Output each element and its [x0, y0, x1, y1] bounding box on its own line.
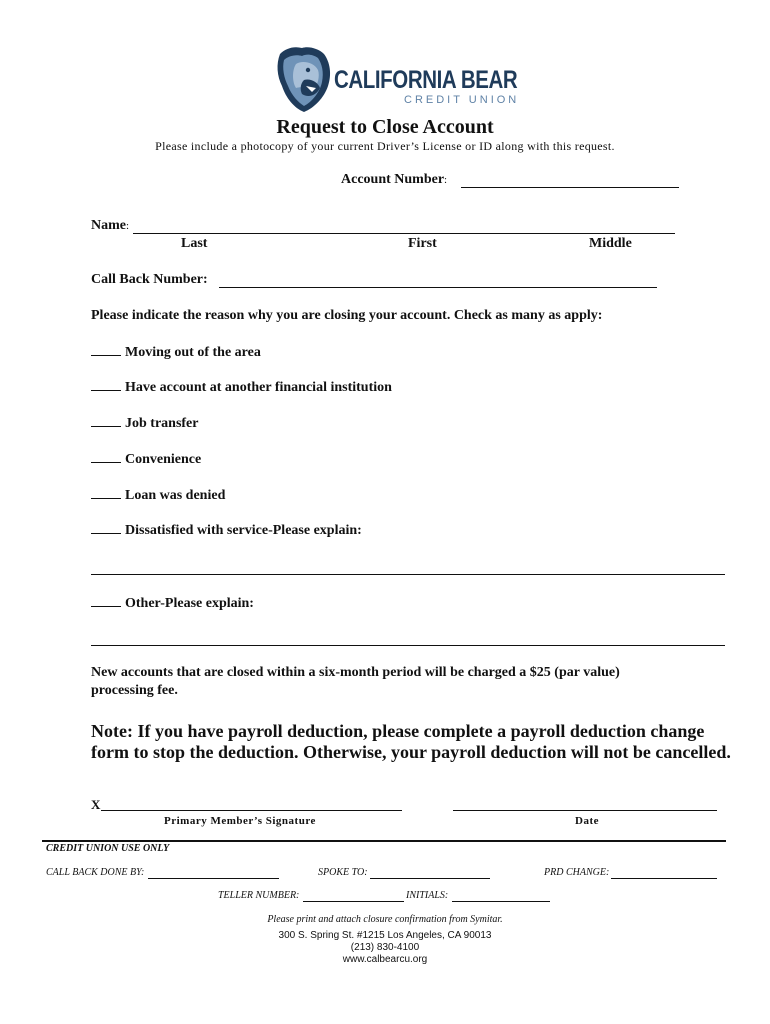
fee-note-line1: New accounts that are closed within a six-month period will be charged a $25 (par value) — [91, 665, 620, 680]
footer-address: 300 S. Spring St. #1215 Los Angeles, CA 90013 — [278, 930, 492, 941]
initials-line[interactable] — [452, 901, 550, 902]
checkbox-blank[interactable] — [91, 343, 121, 356]
closure-note: Please print and attach closure confirmation from Symitar. — [267, 914, 503, 925]
signature-x: X — [91, 797, 101, 812]
reason-job-transfer[interactable]: Job transfer — [91, 414, 199, 432]
call-back-label: Call Back Number: — [91, 272, 208, 287]
account-number-line[interactable] — [461, 187, 679, 188]
reason-convenience[interactable]: Convenience — [91, 450, 201, 468]
instruction-text: Please include a photocopy of your current Driver’s License or ID along with this request. — [155, 139, 615, 153]
other-explain-line[interactable] — [91, 645, 725, 646]
checkbox-blank[interactable] — [91, 486, 121, 499]
reason-loan-denied[interactable]: Loan was denied — [91, 486, 225, 504]
reason-prompt: Please indicate the reason why you are closing your account. Check as many as apply: — [91, 308, 603, 323]
spoke-to-line[interactable] — [370, 878, 490, 879]
account-number-label: Account Number — [341, 172, 445, 187]
call-back-done-label: CALL BACK DONE BY: — [46, 867, 145, 878]
name-last-caption: Last — [181, 236, 208, 251]
spoke-to-label: SPOKE TO: — [318, 867, 368, 878]
signature-caption: Primary Member’s Signature — [164, 815, 316, 827]
checkbox-blank[interactable] — [91, 594, 121, 607]
reason-other-institution[interactable]: Have account at another financial institution — [91, 378, 392, 396]
call-back-done-line[interactable] — [148, 878, 279, 879]
name-first-caption: First — [408, 236, 437, 251]
signature-line[interactable] — [101, 810, 402, 811]
footer-website[interactable]: www.calbearcu.org — [342, 954, 428, 965]
office-divider — [42, 840, 726, 842]
name-middle-caption: Middle — [589, 236, 632, 251]
initials-label: INITIALS: — [406, 890, 449, 901]
dissatisfied-explain-line[interactable] — [91, 574, 725, 575]
date-line[interactable] — [453, 810, 717, 811]
checkbox-blank[interactable] — [91, 378, 121, 391]
fee-note-line2: processing fee. — [91, 683, 178, 698]
reason-moving[interactable]: Moving out of the area — [91, 343, 261, 361]
prd-change-label: PRD CHANGE: — [544, 867, 610, 878]
reason-dissatisfied[interactable]: Dissatisfied with service-Please explain: — [91, 521, 362, 539]
date-caption: Date — [575, 815, 599, 827]
prd-change-line[interactable] — [611, 878, 717, 879]
name-label: Name — [91, 218, 126, 233]
payroll-note-line2: form to stop the deduction. Otherwise, your payroll deduction will not be cancelled. — [91, 742, 731, 762]
checkbox-blank[interactable] — [91, 414, 121, 427]
checkbox-blank[interactable] — [91, 521, 121, 534]
brand-sub: CREDIT UNION — [404, 94, 520, 106]
brand-name: CALIFORNIA BEAR — [334, 66, 518, 94]
account-number-field[interactable]: Account Number: — [341, 172, 448, 187]
name-field[interactable]: Name: — [91, 218, 130, 233]
payroll-note-line1: Note: If you have payroll deduction, please complete a payroll deduction change — [91, 721, 705, 741]
bear-head-icon — [274, 46, 332, 114]
reason-other[interactable]: Other-Please explain: — [91, 594, 254, 612]
call-back-line[interactable] — [219, 287, 657, 288]
teller-number-line[interactable] — [303, 901, 404, 902]
name-line[interactable] — [133, 233, 675, 234]
footer-phone: (213) 830-4100 — [350, 942, 420, 953]
checkbox-blank[interactable] — [91, 450, 121, 463]
logo — [274, 46, 520, 116]
office-use-heading: CREDIT UNION USE ONLY — [46, 843, 170, 854]
teller-number-label: TELLER NUMBER: — [218, 890, 300, 901]
page-title: Request to Close Account — [276, 116, 494, 138]
